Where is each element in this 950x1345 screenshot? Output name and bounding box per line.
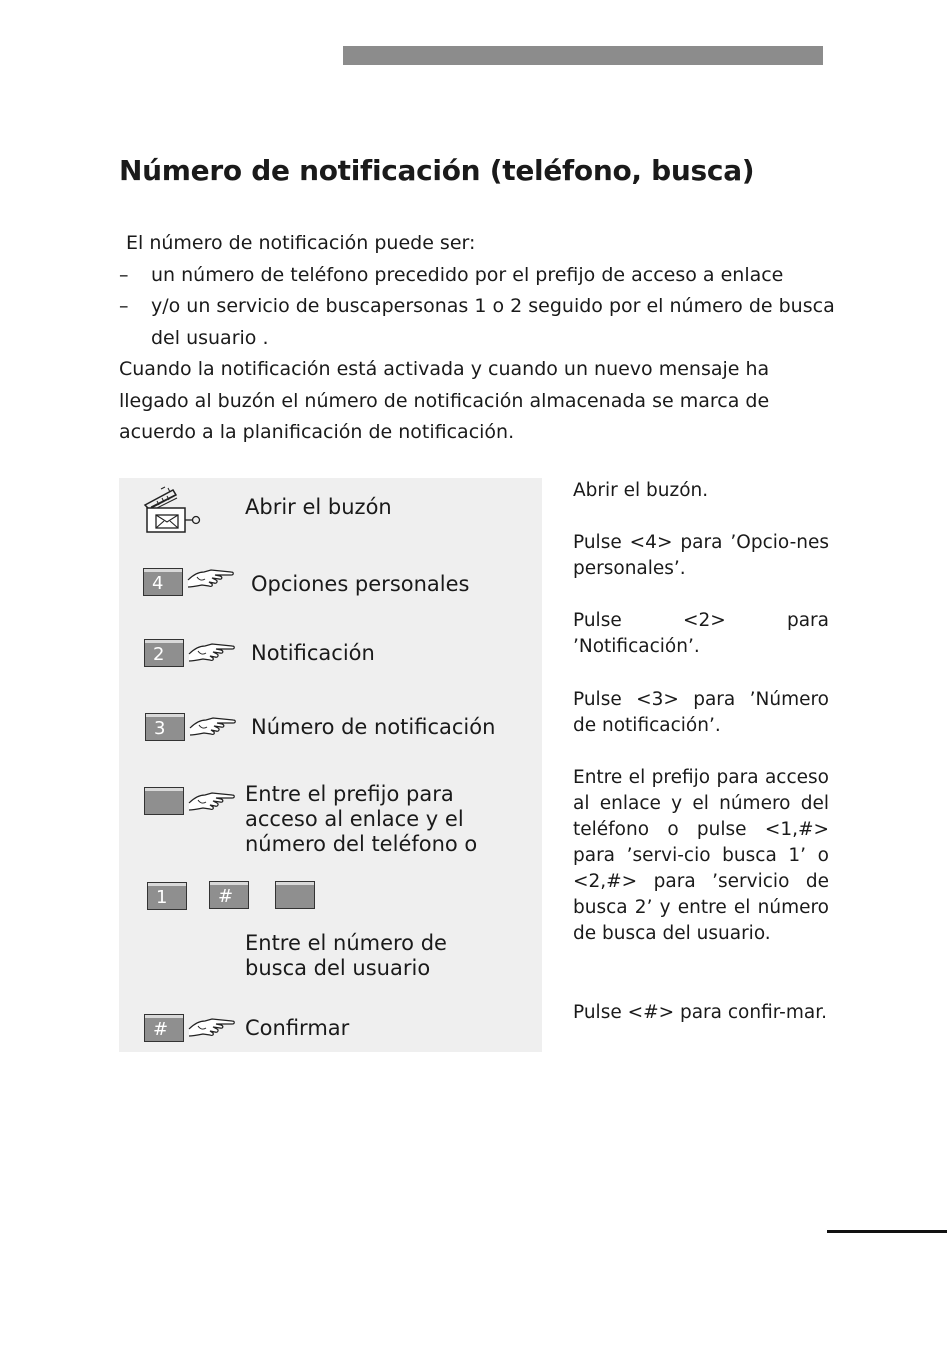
- key-4[interactable]: [143, 568, 183, 596]
- mailbox-icon: [143, 486, 203, 536]
- intro-paragraph: Cuando la notificación está activada y cuando un nuevo mensaje ha llegado al buzón el número de notificación almacenada se marca de acuerdo a la planificación de notificación.: [119, 358, 770, 443]
- list-item-text: un número de teléfono precedido por el prefijo de acceso a enlace: [151, 263, 784, 286]
- key-label: 1: [156, 887, 168, 908]
- list-item: [119, 291, 839, 354]
- pointing-hand-icon: [188, 640, 236, 664]
- list-item-text: y/o un servicio de buscapersonas 1 o 2 seguido por el número de busca del usuario .: [151, 295, 835, 349]
- key-2[interactable]: [144, 639, 184, 667]
- key-blank[interactable]: [275, 881, 315, 909]
- key-label: 4: [152, 573, 164, 594]
- footer-rule: [827, 1230, 947, 1233]
- step-confirm: Confirmar: [245, 1016, 350, 1040]
- key-hash[interactable]: [144, 1014, 184, 1042]
- key-hash[interactable]: [209, 881, 249, 909]
- key-label: 2: [153, 644, 165, 665]
- instruction-notification: [573, 608, 829, 660]
- step-enter-pager: Entre el número de busca del usuario: [245, 931, 447, 980]
- instruction-confirm: [573, 1000, 829, 1026]
- step-notification: Notificación: [251, 641, 375, 665]
- intro-text: [119, 228, 839, 449]
- pointing-hand-icon: [188, 789, 236, 813]
- step-enter-prefix: Entre el prefijo para acceso al enlace y el número del teléfono o: [245, 782, 478, 856]
- step-personal-options: Opciones personales: [251, 572, 470, 596]
- key-label: 3: [154, 718, 166, 739]
- step-open-mailbox: Abrir el buzón: [245, 495, 392, 519]
- key-label: #: [153, 1019, 169, 1040]
- intro-lead: El número de notificación puede ser:: [126, 232, 476, 254]
- instruction-text: Entre el prefijo para acceso al enlace y el número del teléfono o pulse <1,#> para ’servi-cio busca 1’ o <2,#> para ’servicio de busca 2’ y entre el número de busca del usuario.: [573, 767, 829, 944]
- key-3[interactable]: [145, 713, 185, 741]
- page-title: Número de notificación (teléfono, busca): [119, 154, 755, 187]
- instruction-text: Pulse <4> para ’Opcio-nes personales’.: [573, 532, 829, 579]
- instruction-number: [573, 687, 829, 739]
- instruction-text: Pulse <#> para confir-mar.: [573, 1002, 827, 1023]
- instruction-prefix: [573, 765, 829, 947]
- list-bullet: –: [119, 295, 129, 317]
- instruction-text: Abrir el buzón.: [573, 480, 709, 501]
- key-1[interactable]: [147, 882, 187, 910]
- step-notification-number: Número de notificación: [251, 715, 496, 739]
- pointing-hand-icon: [189, 714, 237, 738]
- instruction-options: [573, 530, 829, 582]
- key-blank[interactable]: [144, 787, 184, 815]
- instruction-text: Pulse <2> para ’Notificación’.: [573, 610, 829, 657]
- list-bullet: –: [119, 263, 129, 286]
- key-label: #: [218, 886, 234, 907]
- instruction-open: [573, 478, 829, 504]
- pointing-hand-icon: [187, 566, 235, 590]
- instruction-text: Pulse <3> para ’Número de notificación’.: [573, 689, 829, 736]
- pointing-hand-icon: [188, 1015, 236, 1039]
- header-bar: [343, 46, 823, 65]
- list-item: [119, 260, 839, 292]
